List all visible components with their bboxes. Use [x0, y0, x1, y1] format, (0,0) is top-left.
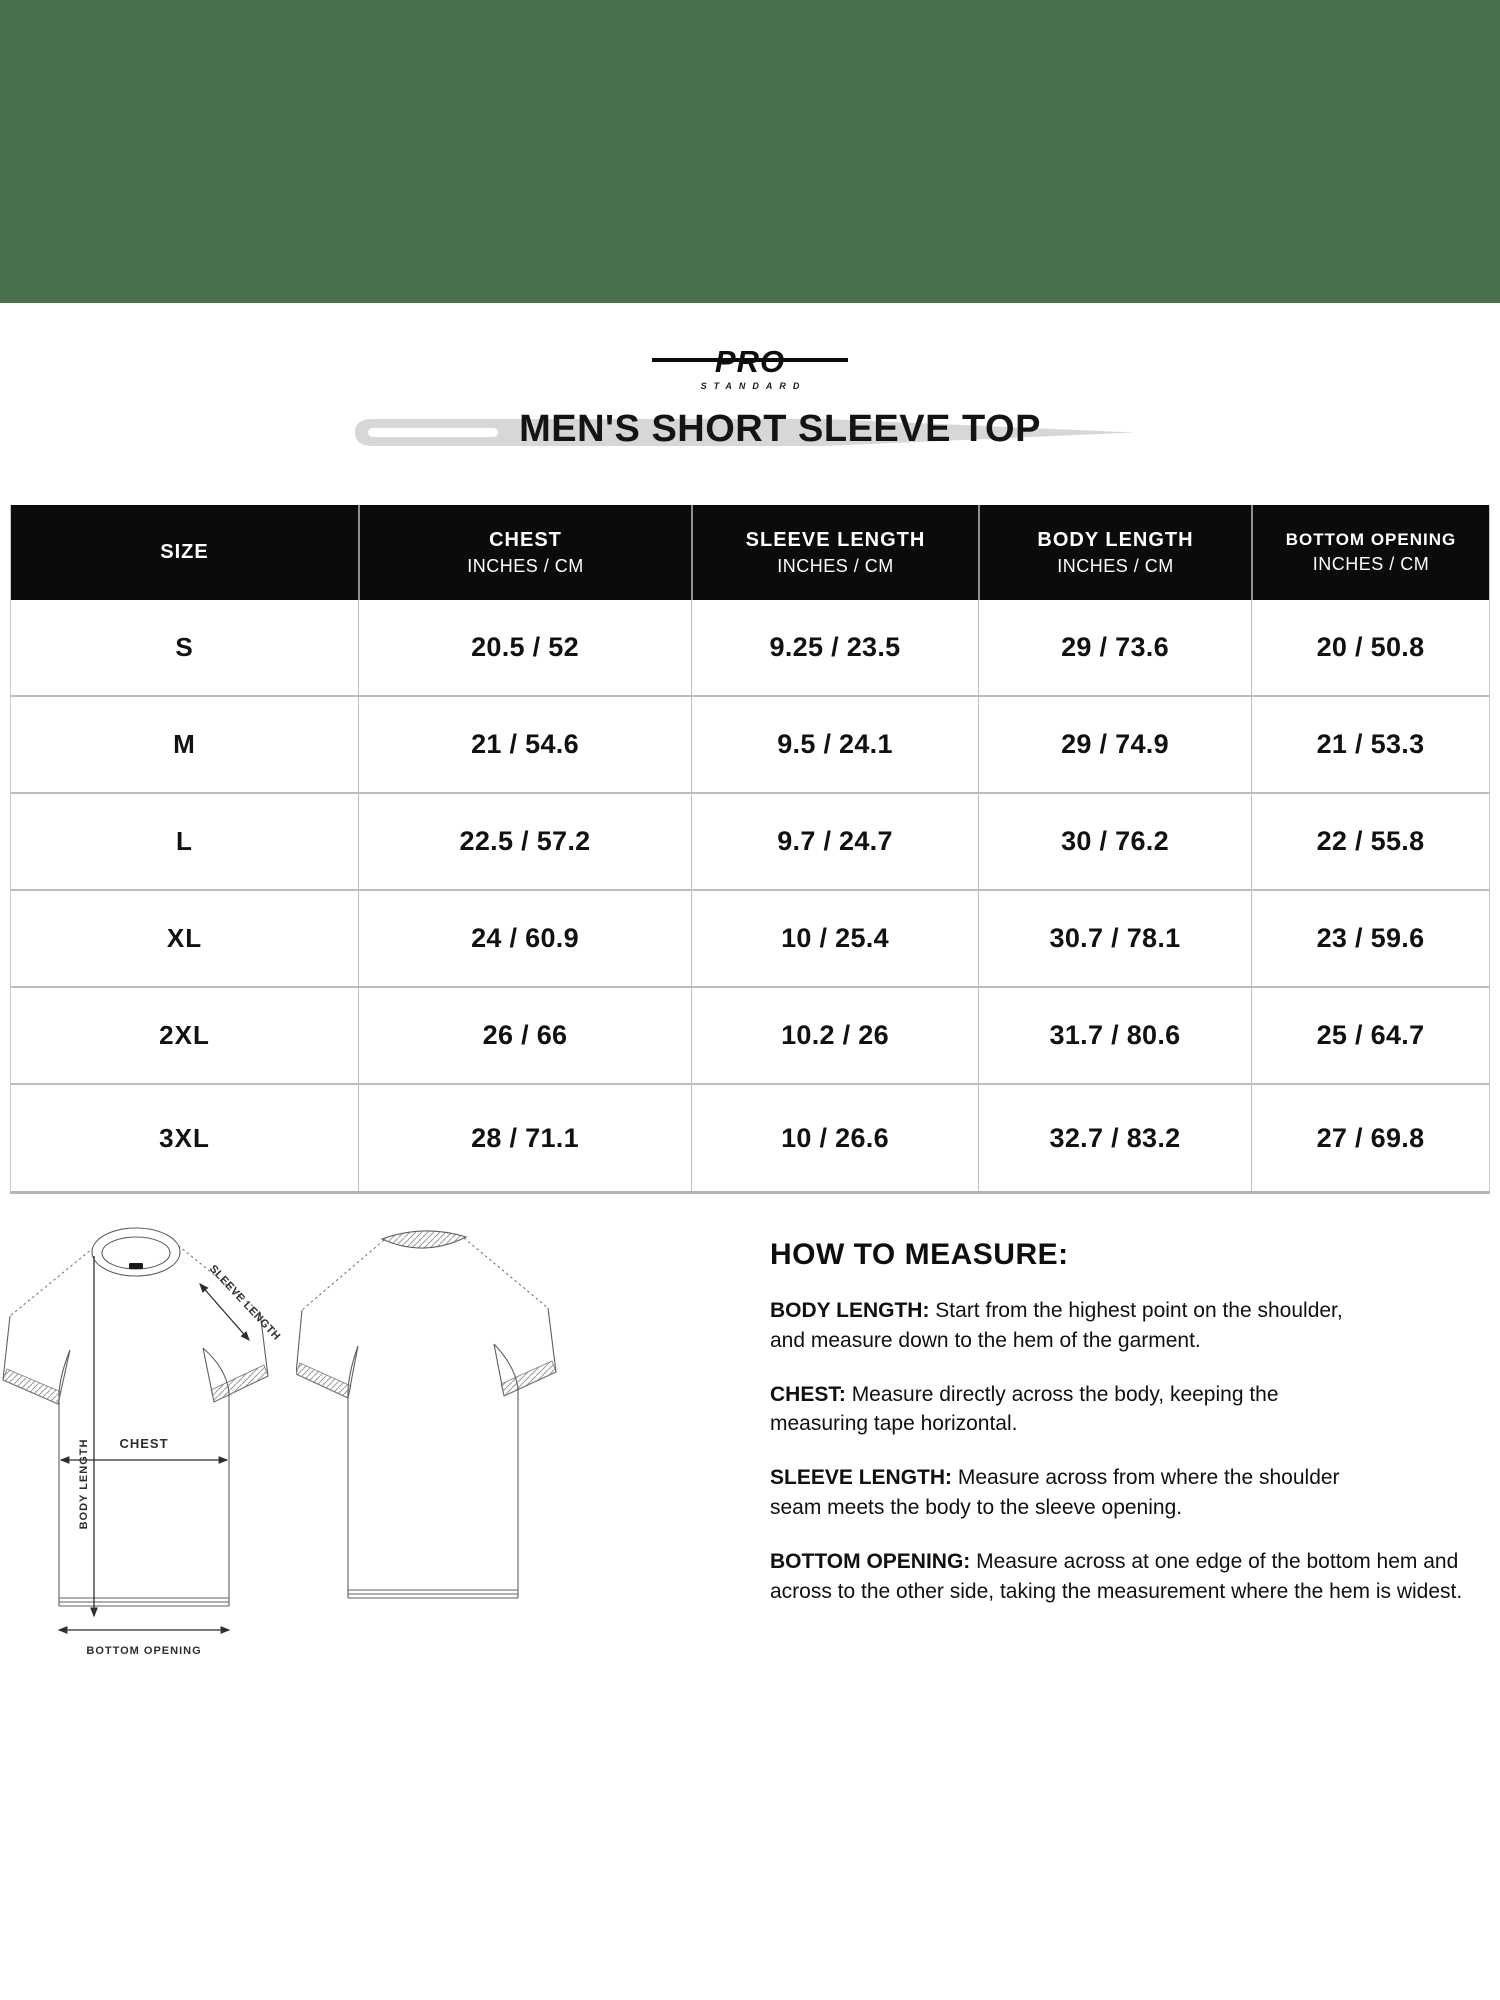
logo-pro: [652, 344, 849, 391]
measure-term: BOTTOM OPENING:: [770, 1549, 971, 1573]
measure-term: SLEEVE LENGTH:: [770, 1466, 953, 1490]
body-length-cell: 29 / 74.9: [978, 697, 1251, 792]
measure-instruction-chest: [770, 1380, 1355, 1440]
bottom-opening-cell: 27 / 69.8: [1251, 1085, 1489, 1191]
measure-text: Measure across at one edge of the bottom hem and across to the other side, taking the measurement where the hem is widest.: [770, 1549, 1463, 1603]
bottom-opening-cell: 22 / 55.8: [1251, 794, 1489, 889]
chest-cell: 26 / 66: [358, 988, 691, 1083]
column-header-sleeve-length: SLEEVE LENGTH INCHES / CM: [691, 505, 978, 600]
title-section: [0, 408, 1500, 460]
chest-cell: 22.5 / 57.2: [358, 794, 691, 889]
bottom-opening-cell: 21 / 53.3: [1251, 697, 1489, 792]
collar-tag: [129, 1263, 143, 1269]
top-banner: [0, 0, 1500, 303]
sleeve-length-cell: 9.5 / 24.1: [691, 697, 978, 792]
column-header-size: SIZE: [160, 541, 209, 563]
body-length-cell: 31.7 / 80.6: [978, 988, 1251, 1083]
shirt-back-diagram: [296, 1226, 571, 1646]
column-header-bottom-opening: BOTTOM OPENING INCHES / CM: [1251, 505, 1489, 600]
sleeve-length-cell: 10 / 26.6: [691, 1085, 978, 1191]
size-cell: S: [175, 632, 194, 662]
measure-text: Measure directly across the body, keeping the measuring tape horizontal.: [770, 1382, 1279, 1436]
bottom-opening-cell: 23 / 59.6: [1251, 891, 1489, 986]
chest-cell: 20.5 / 52: [358, 600, 691, 695]
logo-subtext: STANDARD: [700, 381, 807, 391]
brand-logo: [0, 344, 1500, 394]
sleeve-length-cell: 10.2 / 26: [691, 988, 978, 1083]
chest-diagram-label: CHEST: [119, 1436, 169, 1451]
page-title: MEN'S SHORT SLEEVE TOP: [519, 408, 1041, 450]
bottom-opening-cell: 20 / 50.8: [1251, 600, 1489, 695]
size-cell: XL: [166, 923, 203, 953]
body-length-cell: 30 / 76.2: [978, 794, 1251, 889]
measure-text: Start from the highest point on the shoulder, and measure down to the hem of the garment.: [770, 1299, 1343, 1352]
measure-term: BODY LENGTH:: [770, 1299, 930, 1322]
body-length-diagram-label: BODY LENGTH: [78, 1438, 90, 1530]
measure-instruction-body-length: [770, 1296, 1355, 1356]
sleeve-length-cell: 10 / 25.4: [691, 891, 978, 986]
chest-cell: 24 / 60.9: [358, 891, 691, 986]
bottom-opening-diagram-label: BOTTOM OPENING: [86, 1645, 202, 1657]
size-chart-table: [10, 505, 1490, 1194]
size-cell: 3XL: [159, 1122, 210, 1153]
logo-text: PRO: [714, 344, 786, 379]
size-cell: M: [173, 729, 196, 759]
column-header-chest: CHEST INCHES / CM: [358, 505, 691, 600]
measure-text: Measure across from where the shoulder seam meets the body to the sleeve opening.: [770, 1466, 1340, 1520]
table-row: [11, 988, 1489, 1085]
body-length-cell: 32.7 / 83.2: [978, 1085, 1251, 1191]
table-row: [11, 1085, 1489, 1191]
column-header-body-length: BODY LENGTH INCHES / CM: [978, 505, 1251, 600]
chest-cell: 28 / 71.1: [358, 1085, 691, 1191]
body-length-cell: 29 / 73.6: [978, 600, 1251, 695]
how-to-measure-heading: HOW TO MEASURE:: [770, 1238, 1069, 1271]
bottom-opening-cell: 25 / 64.7: [1251, 988, 1489, 1083]
size-cell: 2XL: [159, 1020, 210, 1050]
table-row: [11, 697, 1489, 794]
shirt-front-diagram: [2, 1222, 302, 1667]
body-length-cell: 30.7 / 78.1: [978, 891, 1251, 986]
measure-term: CHEST:: [770, 1382, 846, 1406]
table-row: [11, 794, 1489, 891]
sleeve-length-diagram-label: SLEEVE LENGTH: [206, 1262, 283, 1343]
table-header-row: [11, 505, 1489, 600]
measure-instruction-sleeve-length: [770, 1463, 1355, 1523]
chest-cell: 21 / 54.6: [358, 697, 691, 792]
sleeve-length-cell: 9.25 / 23.5: [691, 600, 978, 695]
measure-instruction-bottom-opening: [770, 1547, 1500, 1607]
table-row: [11, 891, 1489, 988]
table-row: [11, 600, 1489, 697]
sleeve-length-cell: 9.7 / 24.7: [691, 794, 978, 889]
size-cell: L: [176, 826, 193, 856]
how-to-measure-section: [770, 1238, 1500, 1607]
